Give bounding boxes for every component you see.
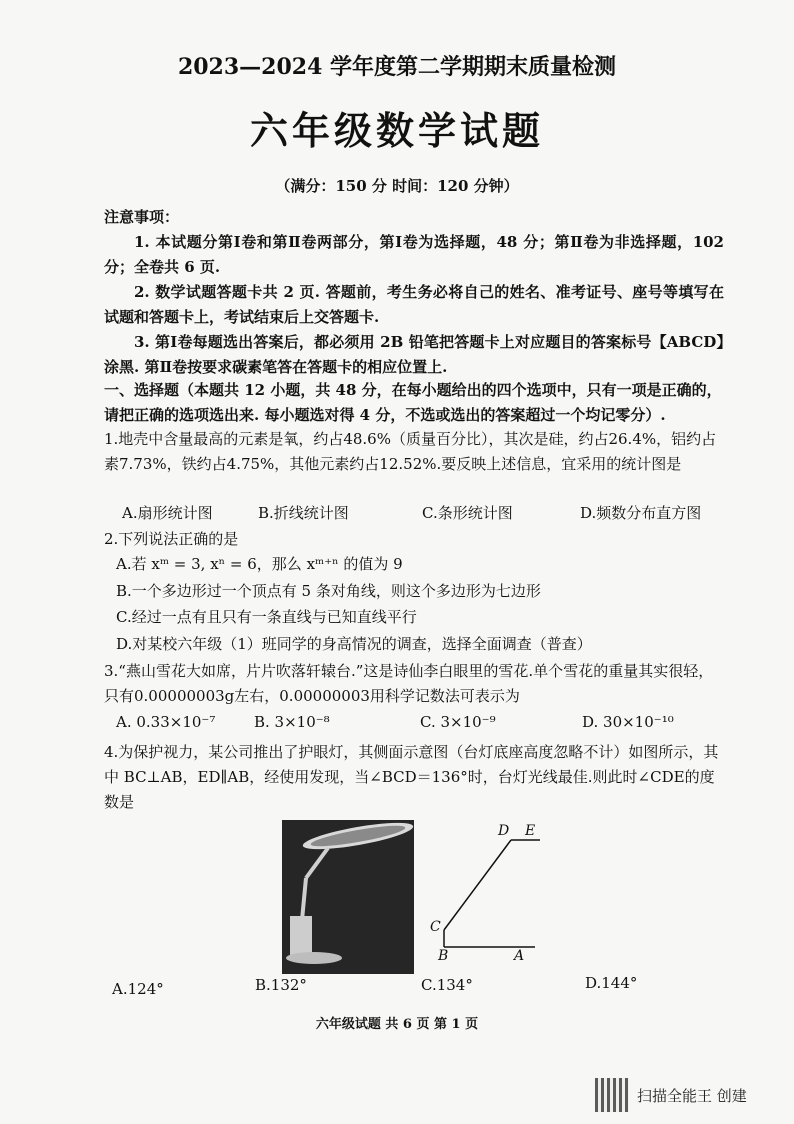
question-4-stem: 4.为保护视力，某公司推出了护眼灯，其侧面示意图（台灯底座高度忽略不计）如图所示，其中 BC⊥AB，ED∥AB，经使用发现，当∠BCD＝136°时，台灯光线最佳.则此时∠CDE的度数是 <box>104 743 719 811</box>
q1-option-a: A.扇形统计图 <box>122 504 213 522</box>
q3-option-d: D. 30×10⁻¹⁰ <box>582 713 674 731</box>
q4-option-b: B.132° <box>255 976 307 994</box>
label-e: E <box>525 823 536 839</box>
label-b: B <box>438 948 449 964</box>
q1-option-d: D.频数分布直方图 <box>580 504 702 522</box>
q2-option-a: A.若 xᵐ = 3, xⁿ = 6，那么 xᵐ⁺ⁿ 的值为 9 <box>116 555 403 573</box>
q4-option-c: C.134° <box>421 976 473 994</box>
exam-title: 六年级数学试题 <box>249 108 544 153</box>
notice-item-1: 1. 本试题分第Ⅰ卷和第Ⅱ卷两部分，第Ⅰ卷为选择题，48 分；第Ⅱ卷为非选择题，102 分；全卷共 6 页. <box>104 233 724 276</box>
notice-item-2: 2. 数学试题答题卡共 2 页. 答题前，考生务必将自己的姓名、准考证号、座号等填写在试题和答题卡上，考试结束后上交答题卡. <box>104 283 724 326</box>
notice-item-3: 3. 第Ⅰ卷每题选出答案后，都必须用 2B 铅笔把答题卡上对应题目的答案标号【ABCD】涂黑. 第Ⅱ卷按要求碳素笔答在答题卡的相应位置上. <box>104 333 724 376</box>
q2-option-d: D.对某校六年级（1）班同学的身高情况的调查，选择全面调查（普查） <box>116 635 592 653</box>
q3-option-a: A. 0.33×10⁻⁷ <box>116 713 216 731</box>
q2-option-b: B.一个多边形过一个顶点有 5 条对角线，则这个多边形为七边形 <box>116 582 541 600</box>
exam-meta: （满分：150 分 时间：120 分钟） <box>275 177 519 195</box>
section-heading: 一、选择题（本题共 12 小题，共 48 分，在每小题给出的四个选项中，只有一项是正确的，请把正确的选项选出来. 每小题选对得 4 分，不选或选出的答案超过一个均记零分）. <box>104 381 722 424</box>
question-3-stem: 3.“燕山雪花大如席，片片吹落轩辕台.”这是诗仙李白眼里的雪花.单个雪花的重量其实很轻，只有0.00000003g左右，0.00000003用科学记数法可表示为 <box>104 662 714 705</box>
desk-lamp-photo <box>282 820 414 974</box>
question-1-stem: 1.地壳中含量最高的元素是氧，约占48.6%（质量百分比），其次是硅，约占26.4%，铝约占素7.73%，铁约占4.75%，其他元素约占12.52%.要反映上述信息，宜采用的统计图是 <box>104 430 717 473</box>
lamp-illustration <box>282 820 414 974</box>
q4-option-d: D.144° <box>585 974 638 992</box>
label-c: C <box>430 919 441 935</box>
label-d: D <box>498 823 510 839</box>
question-2-stem: 2.下列说法正确的是 <box>104 530 239 548</box>
label-a: A <box>514 948 525 964</box>
scanner-watermark <box>595 1078 747 1112</box>
q3-option-c: C. 3×10⁻⁹ <box>420 713 496 731</box>
segment-dc <box>444 840 511 930</box>
q1-option-b: B.折线统计图 <box>258 504 349 522</box>
scanner-text: 扫描全能王 创建 <box>637 1086 747 1105</box>
q3-option-b: B. 3×10⁻⁸ <box>254 713 330 731</box>
notice-heading: 注意事项： <box>104 208 180 226</box>
q4-option-a: A.124° <box>112 980 164 998</box>
exam-title-line1: 2023—2024 学年度第二学期期末质量检测 <box>177 54 617 80</box>
qr-code-icon <box>595 1078 629 1112</box>
page-footer: 六年级试题 共 6 页 第 1 页 <box>315 1017 479 1032</box>
q2-option-c: C.经过一点有且只有一条直线与已知直线平行 <box>116 608 417 626</box>
q1-option-c: C.条形统计图 <box>422 504 513 522</box>
